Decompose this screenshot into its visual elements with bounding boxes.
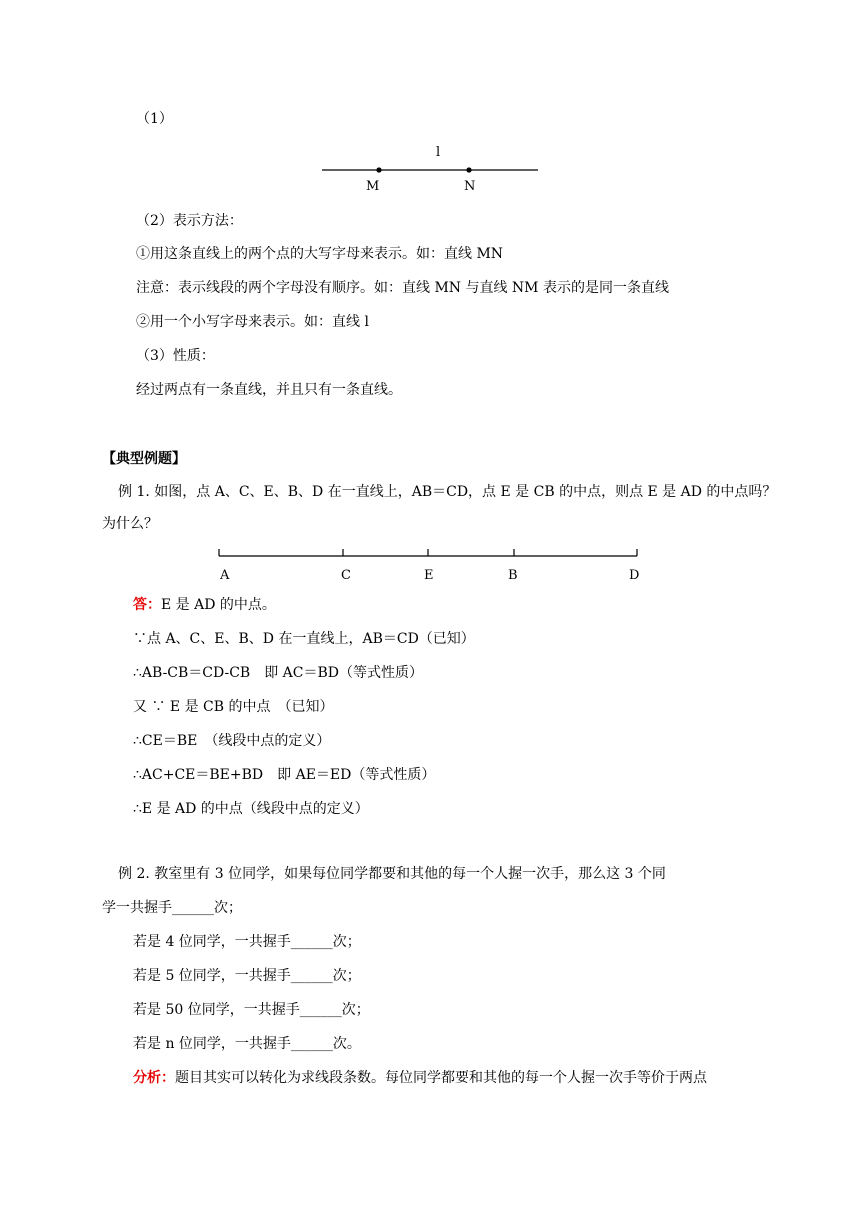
answer-label: 答： <box>133 597 161 613</box>
item1-label: （1） <box>136 111 173 127</box>
example2-case-1: 若是 4 位同学，一共握手______次； <box>133 934 361 950</box>
method1-text: ①用这条直线上的两个点的大写字母来表示。如：直线 MN <box>136 246 504 262</box>
analysis-label: 分析： <box>133 1070 175 1086</box>
answer-text: E 是 AD 的中点。 <box>161 597 276 613</box>
proof-step-2: ∴AB-CB＝CD-CB 即 AC＝BD（等式性质） <box>133 665 424 681</box>
item2-title: （2）表示方法： <box>136 213 243 229</box>
item3-title: （3）性质： <box>136 348 215 364</box>
point-c-label: C <box>341 568 351 583</box>
method2-text: ②用一个小写字母来表示。如：直线 l <box>136 314 369 330</box>
example2-line1: 例 2. 教室里有 3 位同学，如果每位同学都要和其他的每一个人握一次手，那么这 3 个同 <box>118 866 666 882</box>
example2-line2: 学一共握手______次； <box>102 900 242 916</box>
point-d-label: D <box>629 568 640 583</box>
proof-step-6: ∴E 是 AD 的中点（线段中点的定义） <box>133 801 369 817</box>
segment-ad-figure <box>216 546 646 586</box>
section-heading: 【典型例题】 <box>102 451 186 467</box>
example2-case-3: 若是 50 位同学，一共握手______次； <box>133 1002 370 1018</box>
point-e-label: E <box>424 568 434 583</box>
example1-line2: 为什么？ <box>102 516 158 532</box>
line-label-l: l <box>436 145 441 160</box>
answer-line <box>133 596 276 614</box>
point-m-label: M <box>366 179 380 194</box>
line-mn-figure <box>320 142 540 192</box>
point-n-label: N <box>464 179 476 194</box>
proof-step-4: ∴CE＝BE （线段中点的定义） <box>133 733 331 749</box>
example2-case-4: 若是 n 位同学，一共握手______次。 <box>133 1036 361 1052</box>
proof-step-3: 又 ∵ E 是 CB 的中点 （已知） <box>133 699 334 715</box>
analysis-text: 题目其实可以转化为求线段条数。每位同学都要和其他的每一个人握一次手等价于两点 <box>175 1070 707 1086</box>
point-b-label: B <box>508 568 518 583</box>
example2-case-2: 若是 5 位同学，一共握手______次； <box>133 968 361 984</box>
note-text: 注意：表示线段的两个字母没有顺序。如：直线 MN 与直线 NM 表示的是同一条直线 <box>136 280 669 296</box>
property-text: 经过两点有一条直线，并且只有一条直线。 <box>136 382 402 398</box>
point-a-label: A <box>220 568 230 583</box>
proof-step-1: ∵点 A、C、E、B、D 在一直线上，AB＝CD（已知） <box>133 631 475 647</box>
example1-line1: 例 1. 如图，点 A、C、E、B、D 在一直线上，AB＝CD，点 E 是 CB 的中点，则点 E 是 AD 的中点吗？ <box>118 484 777 500</box>
point-m-dot <box>376 167 381 172</box>
analysis-line <box>133 1069 707 1087</box>
point-n-dot <box>466 167 471 172</box>
proof-step-5: ∴AC+CE＝BE+BD 即 AE＝ED（等式性质） <box>133 767 436 783</box>
